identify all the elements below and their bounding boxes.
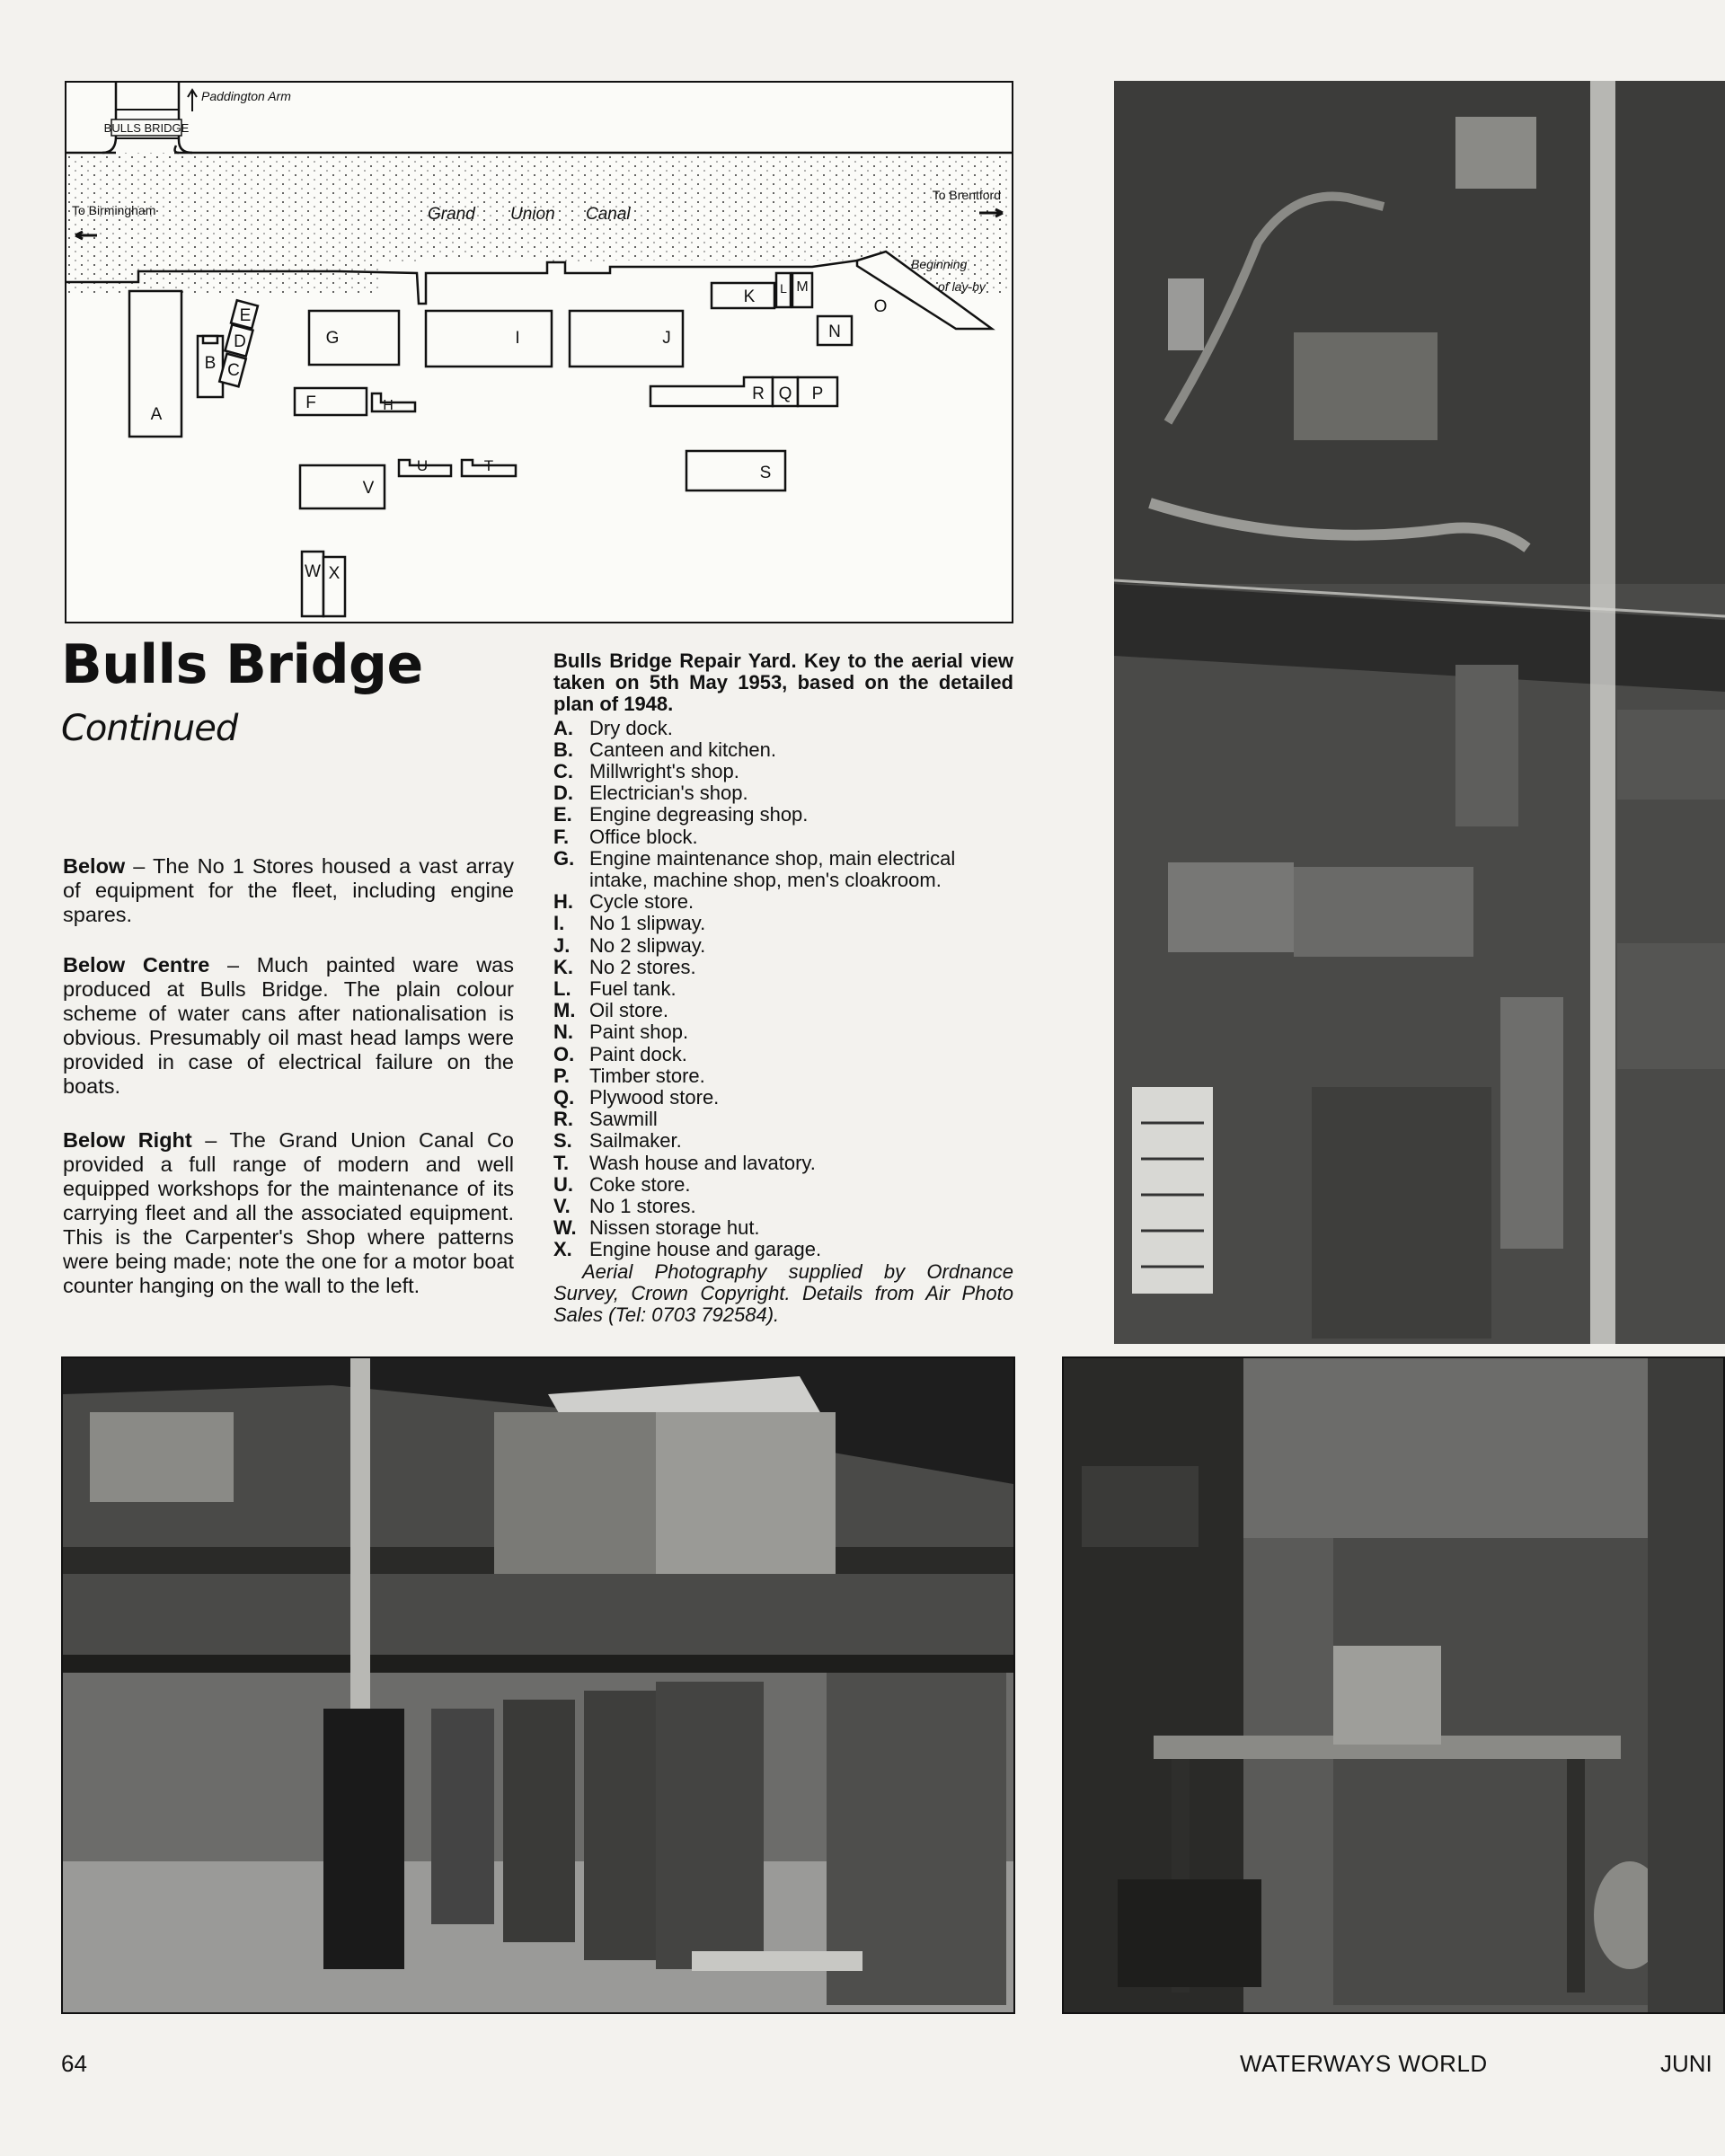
key-item-text: Engine house and garage. [589, 1238, 822, 1261]
label-f: F [305, 393, 316, 412]
canal-name-canal: Canal [586, 205, 631, 224]
key-item-text: Dry dock. [589, 716, 673, 739]
label-t: T [483, 457, 494, 474]
aerial-photograph [1114, 81, 1725, 1344]
key-item-letter: I. [553, 912, 565, 935]
key-item [553, 718, 1013, 739]
key-item-text: No 2 slipway. [589, 933, 706, 957]
north-arrow-icon [188, 90, 197, 111]
key-item-letter: P. [553, 1064, 570, 1087]
key-item-letter: V. [553, 1195, 571, 1218]
key-item-text: Electrician's shop. [589, 782, 748, 805]
key-item-letter: D. [553, 782, 573, 805]
key-item-text: No 1 slipway. [589, 912, 706, 935]
bulls-bridge-sign: BULLS BRIDGE [103, 121, 190, 135]
label-v: V [362, 479, 375, 498]
label-a: A [150, 405, 163, 424]
building-b-annex [203, 336, 217, 343]
key-item [553, 739, 1013, 761]
key-item-letter: A. [553, 716, 573, 739]
label-d: D [234, 332, 246, 351]
key-item-letter: O. [553, 1042, 575, 1065]
aerial-key [553, 650, 1013, 1326]
key-list [553, 718, 1013, 1261]
article-subtitle: Continued [61, 708, 238, 749]
label-b: B [204, 354, 217, 373]
key-item-text: No 2 stores. [589, 955, 696, 978]
key-item-text: Cycle store. [589, 890, 694, 914]
key-item-letter: C. [553, 760, 573, 783]
key-item [553, 1044, 1013, 1065]
caption-text: – The No 1 Stores housed a vast array of equipment for the fleet, including engine spares. [63, 854, 514, 926]
key-item-letter: S. [553, 1129, 572, 1153]
key-item-text: Engine degreasing shop. [589, 803, 809, 826]
key-item [553, 761, 1013, 782]
key-item-text: Paint shop. [589, 1021, 689, 1044]
key-credit-text: Aerial Photography supplied by Ordnance Survey, Crown Copyright. Details from Air Photo Sales (Tel: 0703 792584). [553, 1259, 1013, 1327]
key-item-text: Millwright's shop. [589, 760, 739, 783]
canal-name-union: Union [510, 205, 555, 224]
to-birmingham-label: To Birmingham [72, 203, 156, 217]
paddington-arm-label: Paddington Arm [201, 89, 291, 103]
label-r: R [752, 384, 765, 403]
key-item-letter: K. [553, 955, 573, 978]
label-u: U [416, 457, 429, 474]
key-item-letter: F. [553, 825, 570, 848]
lay-by-label-line1: Beginning [911, 257, 968, 271]
key-item [553, 1021, 1013, 1043]
building-h [372, 393, 415, 411]
label-s: S [759, 464, 772, 482]
key-item-text: Sawmill [589, 1108, 658, 1131]
caption-below [63, 854, 514, 927]
key-item-letter: W. [553, 1216, 577, 1240]
lay-by-label-line2: of lay-by [938, 279, 986, 294]
paddington-arm [102, 83, 192, 153]
to-brentford-label: To Brentford [932, 188, 1001, 202]
magazine-name: WATERWAYS WORLD [1240, 2050, 1488, 2077]
key-item [553, 935, 1013, 957]
buildings [129, 273, 852, 616]
key-item [553, 891, 1013, 913]
key-item-text: Fuel tank. [589, 977, 677, 1001]
label-m: M [796, 279, 809, 295]
key-item [553, 1174, 1013, 1196]
key-item [553, 1000, 1013, 1021]
key-item-text: Paint dock. [589, 1042, 687, 1065]
key-item [553, 978, 1013, 1000]
key-item-letter: L. [553, 977, 571, 1001]
canal-name-grand: Grand [428, 205, 475, 224]
key-item-letter: H. [553, 890, 573, 914]
caption-below-right [63, 1128, 514, 1298]
label-l: L [780, 281, 787, 296]
key-item [553, 1196, 1013, 1217]
key-item-text: Office block. [589, 825, 698, 848]
key-item [553, 1065, 1013, 1087]
building-w [302, 552, 323, 616]
building-i [426, 311, 552, 367]
key-item-text: Plywood store. [589, 1086, 720, 1109]
key-item [553, 1153, 1013, 1174]
photo-no1-stores [61, 1356, 1015, 2014]
key-item [553, 1217, 1013, 1239]
key-credit [553, 1261, 1013, 1327]
label-p: P [811, 384, 824, 403]
key-item-text: Engine maintenance shop, main electrical intake, machine shop, men's cloakroom. [589, 846, 956, 892]
key-item [553, 804, 1013, 826]
caption-text: – The Grand Union Canal Co provided a full range of modern and well equipped workshops for the maintenance of its carrying fleet and all the associated equipment. This is the Carpenter's Shop where patterns were being made; note the one for a motor boat counter hanging on the wall to the left. [63, 1128, 514, 1297]
label-j: J [662, 329, 671, 348]
key-heading: Bulls Bridge Repair Yard. Key to the aerial view taken on 5th May 1953, based on the detailed plan of 1948. [553, 649, 1013, 716]
key-item [553, 1087, 1013, 1109]
key-item-letter: T. [553, 1151, 570, 1174]
key-item-letter: E. [553, 803, 572, 826]
key-item [553, 957, 1013, 978]
caption-below-centre [63, 953, 514, 1099]
label-c: C [227, 361, 240, 380]
label-n: N [828, 323, 841, 341]
key-item [553, 848, 1013, 891]
key-item-text: Wash house and lavatory. [589, 1151, 816, 1174]
key-item [553, 782, 1013, 804]
page-number: 64 [61, 2050, 87, 2077]
yard-plan-map [65, 81, 1013, 623]
caption-lead: Below Centre [63, 953, 210, 976]
photo-carpenters-shop [1062, 1356, 1725, 2014]
key-item-text: No 1 stores. [589, 1195, 696, 1218]
key-item-letter: U. [553, 1172, 573, 1196]
label-e: E [239, 306, 252, 325]
key-item-letter: N. [553, 1021, 573, 1044]
key-item [553, 1130, 1013, 1152]
label-i: I [515, 329, 520, 348]
caption-text: – Much painted ware was produced at Bulls Bridge. The plain colour scheme of water cans after nationalisation is obvious. Presumably oil mast head lamps were provided in case of electrical failure on the boats. [63, 953, 514, 1098]
key-item [553, 1239, 1013, 1260]
building-g [309, 311, 399, 365]
article-title: Bulls Bridge [61, 633, 423, 696]
key-item-text: Oil store. [589, 999, 669, 1022]
caption-lead: Below [63, 854, 126, 878]
key-item-text: Coke store. [589, 1172, 691, 1196]
label-k: K [743, 287, 756, 306]
key-item-letter: M. [553, 999, 576, 1022]
key-item-letter: B. [553, 738, 573, 761]
label-x: X [328, 564, 341, 583]
key-item [553, 1109, 1013, 1130]
label-o: O [873, 297, 888, 316]
key-item-text: Canteen and kitchen. [589, 738, 776, 761]
key-item-letter: G. [553, 846, 575, 870]
key-item-letter: Q. [553, 1086, 575, 1109]
key-item-letter: R. [553, 1108, 573, 1131]
key-item-text: Nissen storage hut. [589, 1216, 760, 1240]
caption-lead: Below Right [63, 1128, 192, 1152]
key-item [553, 826, 1013, 848]
key-item-text: Sailmaker. [589, 1129, 682, 1153]
issue-month: JUNI [1660, 2050, 1712, 2077]
label-h: H [383, 398, 394, 413]
label-g: G [325, 329, 340, 348]
label-q: Q [778, 384, 792, 403]
key-item-letter: X. [553, 1238, 572, 1261]
label-w: W [305, 562, 321, 581]
key-item-letter: J. [553, 933, 571, 957]
key-item-text: Timber store. [589, 1064, 705, 1087]
key-item [553, 913, 1013, 934]
